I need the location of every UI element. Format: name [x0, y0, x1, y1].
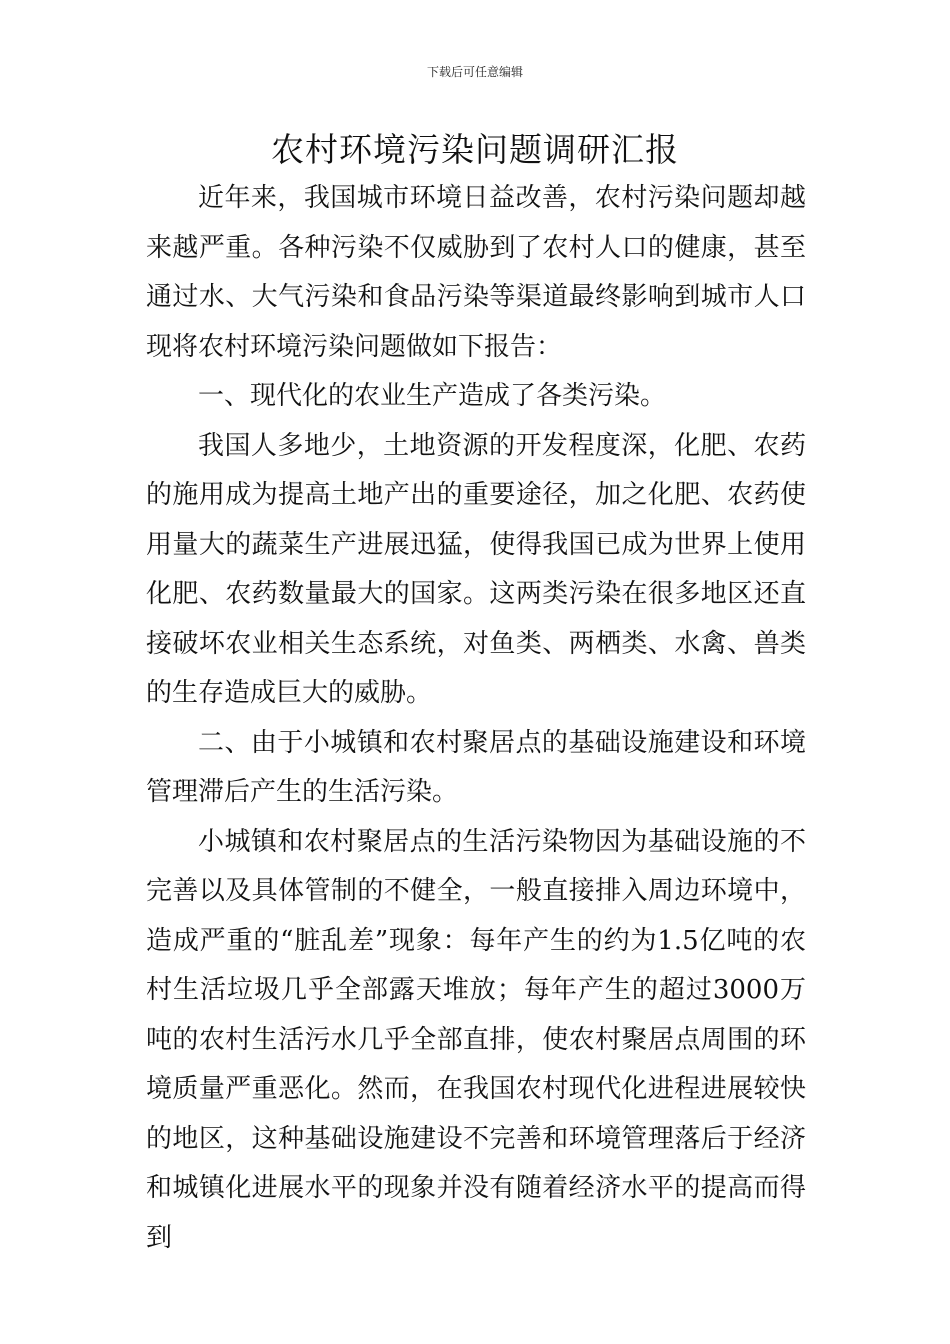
page-title: 农村环境污染问题调研汇报 [271, 130, 679, 169]
paragraph-intro: 近年来，我国城市环境日益改善，农村污染问题却越来越严重。各种污染不仅威胁到了农村人口的健康，甚至通过水、大气污染和食品污染等渠道最终影响到城市人口现将农村环境污染问题做如下报告： [146, 183, 806, 362]
section-heading-1: 一、现代化的农业生产造成了各类污染。 [198, 381, 667, 411]
paragraph-section-1: 我国人多地少，土地资源的开发程度深，化肥、农药的施用成为提高土地产出的重要途径，加之化肥、农药使用量大的蔬菜生产进展迅猛，使得我国已成为世界上使用化肥、农药数量最大的国家。这两类污染在很多地区还直接破坏农业相关生态系统，对鱼类、两栖类、水禽、兽类的生存造成巨大的威胁。 [146, 430, 806, 708]
document-body [146, 174, 806, 1263]
section-heading-2: 二、由于小城镇和农村聚居点的基础设施建设和环境管理滞后产生的生活污染。 [146, 727, 806, 807]
paragraph-section-2: 小城镇和农村聚居点的生活污染物因为基础设施的不完善以及具体管制的不健全，一般直接排入周边环境中，造成严重的“脏乱差”现象：每年产生的约为1.5亿吨的农村生活垃圾几乎全部露天堆放；每年产生的超过3000万吨的农村生活污水几乎全部直排，使农村聚居点周围的环境质量严重恶化。然而，在我国农村现代化进程进展较快的地区，这种基础设施建设不完善和环境管理落后于经济和城镇化进展水平的现象并没有随着经济水平的提高而得到 [146, 826, 806, 1253]
header-note: 下载后可任意编辑 [426, 65, 523, 79]
